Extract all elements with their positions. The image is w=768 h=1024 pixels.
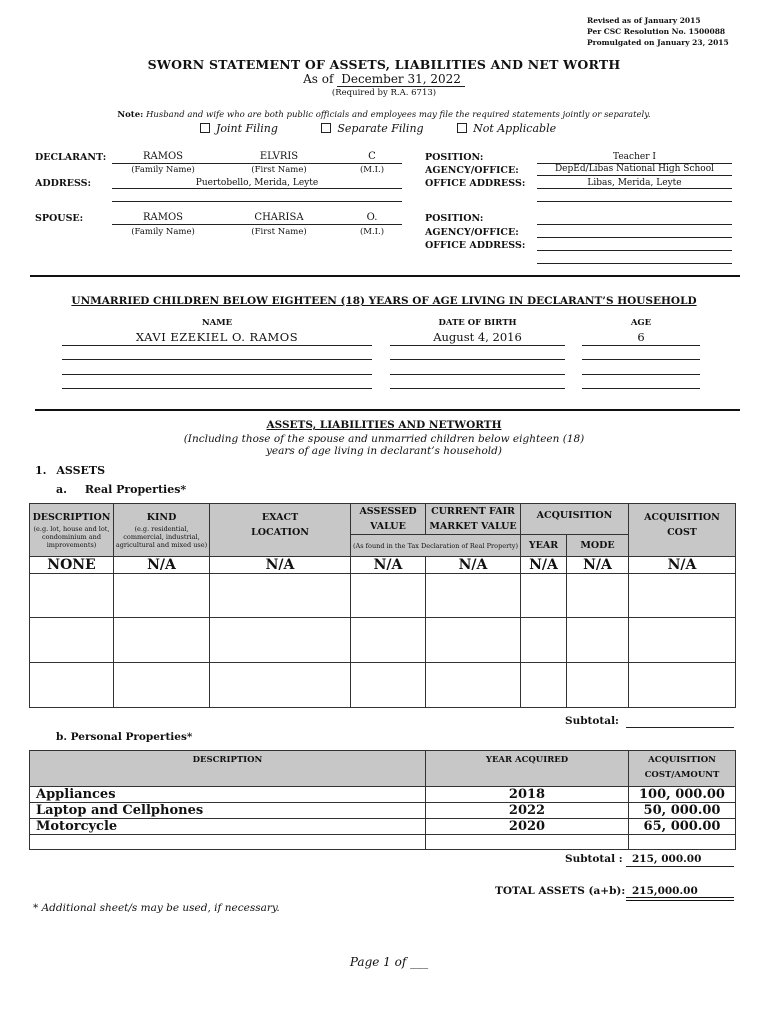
declarant-name-line	[112, 163, 402, 164]
child-age: 6	[637, 330, 645, 344]
personal-properties-heading: b. Personal Properties*	[56, 731, 193, 743]
table-cell: N/A	[351, 557, 426, 574]
table-row	[30, 557, 736, 574]
pp-year: 2018	[426, 787, 629, 803]
child-dob-line	[390, 345, 565, 346]
mi-caption: (M.I.)	[359, 165, 385, 175]
kind-header: KIND	[146, 512, 177, 523]
spouse-agency-label: AGENCY/OFFICE:	[425, 227, 519, 238]
pp-description: Motorcycle	[30, 819, 426, 835]
note-label: Note:	[117, 110, 144, 120]
spouse-first-name: CHARISA	[254, 212, 304, 223]
personal-subtotal-line	[626, 866, 734, 867]
spouse-label: SPOUSE:	[35, 213, 84, 224]
declarant-agency: DepEd/Libas National High School	[554, 164, 715, 174]
pp-description: Laptop and Cellphones	[30, 803, 426, 819]
mode-header: MODE	[580, 540, 615, 551]
child-dob-line	[390, 388, 565, 389]
children-heading: UNMARRIED CHILDREN BELOW EIGHTEEN (18) YEARS OF AGE LIVING IN DECLARANT’S HOUSEHOLD	[71, 295, 697, 307]
separate-filing-option[interactable]: Separate Filing	[321, 122, 423, 135]
declarant-label: DECLARANT:	[35, 152, 107, 163]
real-properties-table	[29, 503, 736, 708]
assets-number: 1.	[35, 464, 47, 477]
first-name-caption: (First Name)	[251, 227, 307, 237]
child-dob-line	[390, 374, 565, 375]
spouse-position-label: POSITION:	[425, 213, 484, 224]
description-header: DESCRIPTION	[32, 512, 111, 523]
table-row	[30, 663, 736, 708]
not-applicable-option[interactable]: Not Applicable	[457, 122, 556, 135]
revision-line: Per CSC Resolution No. 1500088	[587, 27, 726, 36]
real-letter: a.	[56, 483, 67, 496]
table-row	[30, 819, 736, 835]
spouse-office-address-line	[537, 250, 732, 251]
address-label: ADDRESS:	[35, 178, 92, 189]
table-row	[30, 574, 736, 618]
checkbox-icon[interactable]	[200, 123, 210, 133]
assessed-header: ASSESSED	[359, 506, 417, 517]
acquisition-header: ACQUISITION	[536, 510, 613, 521]
table-cell: N/A	[210, 557, 351, 574]
pp-cost: 50, 000.00	[629, 803, 736, 819]
personal-subtotal-value: 215, 000.00	[632, 853, 702, 865]
address-line	[112, 201, 402, 202]
pp-cost-header: ACQUISITION	[648, 755, 716, 765]
spouse-agency-line	[537, 237, 732, 238]
personal-properties-table	[29, 750, 736, 850]
fair-value-header: CURRENT FAIR	[431, 506, 515, 517]
real-label: Real Properties*	[84, 483, 187, 496]
revision-note	[587, 15, 729, 48]
office-address-label: OFFICE ADDRESS:	[425, 178, 526, 189]
assessed-header-cell	[351, 504, 426, 535]
child-name-line	[62, 388, 372, 389]
child-name-line	[62, 345, 372, 346]
table-cell: N/A	[629, 557, 736, 574]
family-name-caption: (Family Name)	[131, 227, 195, 237]
location-header: EXACT	[261, 512, 299, 523]
declarant-family-name: RAMOS	[142, 151, 184, 162]
table-row	[30, 618, 736, 663]
table-row	[30, 787, 736, 803]
kind-header-cell	[114, 504, 210, 557]
child-age-line	[582, 374, 700, 375]
agency-line	[537, 175, 732, 176]
child-age-line	[582, 359, 700, 360]
table-cell: N/A	[567, 557, 629, 574]
table-row	[30, 835, 736, 850]
declarant-first-name: ELVRIS	[259, 151, 299, 162]
spouse-office-address-label: OFFICE ADDRESS:	[425, 240, 526, 251]
year-header: YEAR	[528, 540, 559, 551]
acquisition-header-cell	[521, 504, 629, 535]
location-header-cell	[210, 504, 351, 557]
note	[0, 110, 768, 120]
family-name-caption: (Family Name)	[131, 165, 195, 175]
table-cell: N/A	[426, 557, 521, 574]
pp-cost-header-cell	[629, 751, 736, 787]
joint-filing-option[interactable]: Joint Filing	[200, 122, 278, 135]
office-address-line	[537, 201, 732, 202]
filing-options	[200, 122, 556, 135]
cost-header-cell	[629, 504, 736, 557]
total-assets-value: 215,000.00	[632, 885, 698, 897]
footnote: * Additional sheet/s may be used, if necessary.	[33, 902, 280, 914]
fair-value-header: MARKET VALUE	[429, 521, 517, 532]
revision-line: Promulgated on January 23, 2015	[587, 38, 729, 47]
assets-heading	[35, 464, 105, 477]
as-of-label: As of	[303, 72, 334, 86]
child-dob-line	[390, 359, 565, 360]
assets-label: ASSETS	[56, 464, 106, 477]
description-hint: (e.g. lot, house and lot, condominium and improvements)	[33, 525, 110, 549]
personal-subtotal-label: Subtotal :	[565, 853, 623, 865]
section-divider	[30, 275, 740, 277]
page-title: SWORN STATEMENT OF ASSETS, LIABILITIES AND NET WORTH	[147, 57, 621, 72]
pp-description-header: DESCRIPTION	[192, 755, 263, 765]
children-name-header: NAME	[201, 318, 233, 328]
children-age-header: AGE	[630, 318, 652, 328]
pp-year: 2022	[426, 803, 629, 819]
agency-label: AGENCY/OFFICE:	[425, 165, 519, 176]
section-divider	[35, 409, 740, 411]
as-of-date: December 31, 2022	[337, 72, 465, 87]
pp-year-header: YEAR ACQUIRED	[485, 755, 569, 765]
declarant-mi: C	[368, 151, 376, 162]
required-by: (Required by R.A. 6713)	[331, 88, 437, 98]
office-address-line	[537, 188, 732, 189]
spouse-name-line	[112, 224, 402, 225]
child-name-line	[62, 374, 372, 375]
total-assets-label: TOTAL ASSETS (a+b):	[495, 885, 626, 897]
assessed-header: VALUE	[370, 521, 406, 532]
as-found-cell	[351, 535, 521, 557]
spouse-office-address-line	[537, 263, 732, 264]
real-subtotal-line	[626, 727, 734, 728]
pp-description: Appliances	[30, 787, 426, 803]
children-dob-header: DATE OF BIRTH	[438, 318, 517, 328]
table-cell: NONE	[30, 557, 114, 574]
revision-line: Revised as of January 2015	[587, 16, 701, 25]
cost-header: ACQUISITION	[644, 512, 720, 523]
declarant-address: Puertobello, Merida, Leyte	[195, 178, 319, 188]
aln-subheading: (Including those of the spouse and unmarried children below eighteen (18)	[183, 433, 585, 445]
mi-caption: (M.I.)	[359, 227, 385, 237]
spouse-family-name: RAMOS	[142, 212, 184, 223]
real-properties-heading	[56, 483, 186, 496]
pp-cost: 65, 000.00	[629, 819, 736, 835]
description-header-cell	[30, 504, 114, 557]
aln-subheading: years of age living in declarant’s household)	[266, 445, 502, 457]
pp-year: 2020	[426, 819, 629, 835]
as-found-note: (As found in the Tax Declaration of Real Property)	[353, 541, 518, 550]
table-cell: N/A	[114, 557, 210, 574]
pp-cost-header: COST/AMOUNT	[644, 770, 720, 780]
child-name-line	[62, 359, 372, 360]
aln-heading: ASSETS, LIABILITIES AND NETWORTH	[266, 419, 502, 431]
position-label: POSITION:	[425, 152, 484, 163]
child-dob: August 4, 2016	[433, 330, 522, 344]
fair-value-header-cell	[426, 504, 521, 535]
child-age-line	[582, 388, 700, 389]
checkbox-icon[interactable]	[321, 123, 331, 133]
real-subtotal-label: Subtotal:	[565, 715, 619, 727]
kind-hint: (e.g. residential, commercial, industrial, agricultural and mixed use)	[115, 525, 208, 549]
pp-year-header-cell	[426, 751, 629, 787]
first-name-caption: (First Name)	[251, 165, 307, 175]
as-of-line	[0, 72, 768, 86]
address-line	[112, 188, 402, 189]
table-row	[30, 803, 736, 819]
table-cell: N/A	[521, 557, 567, 574]
child-name: XAVI EZEKIEL O. RAMOS	[135, 330, 299, 344]
spouse-position-line	[537, 224, 732, 225]
note-text: Husband and wife who are both public officials and employees may file the required statements jointly or separately.	[145, 110, 651, 120]
checkbox-icon[interactable]	[457, 123, 467, 133]
pp-cost: 100, 000.00	[629, 787, 736, 803]
cost-header: COST	[667, 527, 697, 538]
page-number: Page 1 of ___	[349, 955, 429, 969]
mode-header-cell	[567, 535, 629, 557]
spouse-mi: O.	[366, 212, 378, 223]
declarant-office-address: Libas, Merida, Leyte	[587, 178, 682, 188]
child-age-line	[582, 345, 700, 346]
location-header: LOCATION	[251, 527, 309, 538]
pp-description-header-cell	[30, 751, 426, 787]
year-header-cell	[521, 535, 567, 557]
total-assets-double-line	[626, 897, 734, 901]
declarant-position: Teacher I	[613, 152, 656, 162]
